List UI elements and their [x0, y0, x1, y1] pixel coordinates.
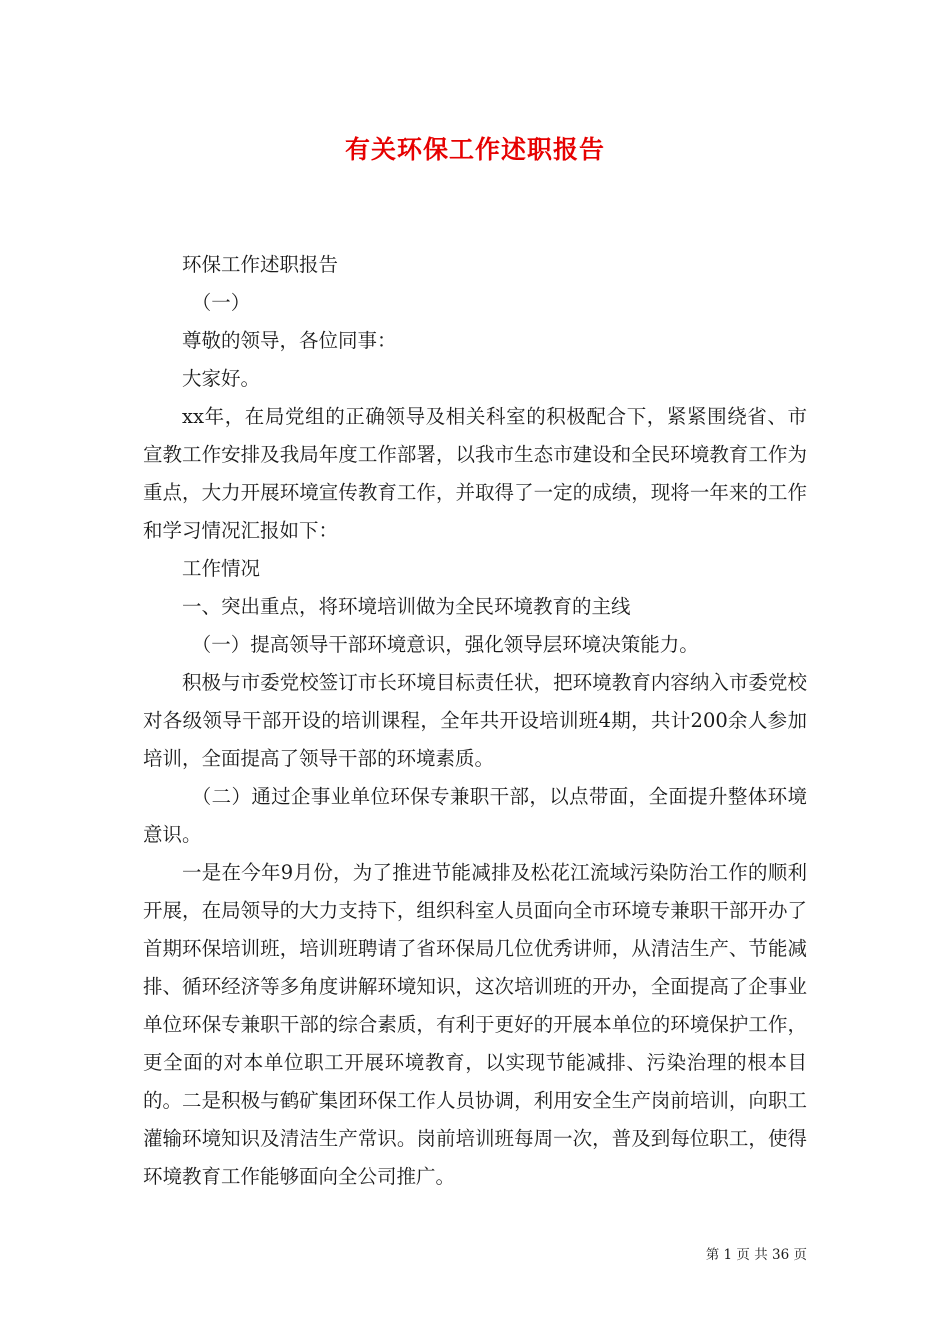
- paragraph-training: 一是在今年9月份，为了推进节能减排及松花江流域污染防治工作的顺利开展，在局领导的大力支持下，组织科室人员面向全市环境专兼职干部开办了首期环保培训班，培训班聘请了省环保局几位优秀讲师，从清洁生产、节能减排、循环经济等多角度讲解环境知识，这次培训班的开办，全面提高了企事业单位环保专兼职干部的综合素质，有利于更好的开展本单位的环境保护工作，更全面的对本单位职工开展环境教育，以实现节能减排、污染治理的根本目的。二是积极与鹤矿集团环保工作人员协调，利用安全生产岗前培训，向职工灌输环境知识及清洁生产常识。岗前培训班每周一次，普及到每位职工，使得环境教育工作能够面向全公司推广。: [143, 861, 807, 1188]
- document-title: 有关环保工作述职报告: [344, 135, 605, 164]
- paragraph-subheading-two: （二）通过企事业单位环保专兼职干部，以点带面，全面提升整体环境意识。: [143, 785, 807, 846]
- paragraph-heading-work: 工作情况: [182, 557, 261, 580]
- paragraph-heading-one: 一、突出重点，将环境培训做为全民环境教育的主线: [182, 595, 631, 618]
- paragraph-subtitle: 环保工作述职报告: [182, 253, 339, 276]
- page-number-footer: 第 1 页 共 36 页: [705, 1247, 807, 1263]
- paragraph-party-school: 积极与市委党校签订市长环境目标责任状，把环境教育内容纳入市委党校对各级领导干部开设的培训课程，全年共开设培训班4期，共计200余人参加培训，全面提高了领导干部的环境素质。: [143, 671, 807, 770]
- paragraph-greeting: 大家好。: [182, 367, 261, 390]
- paragraph-subheading-one: （一）提高领导干部环境意识，强化领导层环境决策能力。: [191, 633, 699, 656]
- paragraph-intro: xx年，在局党组的正确领导及相关科室的积极配合下，紧紧围绕省、市宣教工作安排及我局年度工作部署，以我市生态市建设和全民环境教育工作为重点，大力开展环境宣传教育工作，并取得了一定的成绩，现将一年来的工作和学习情况汇报如下：: [143, 405, 807, 542]
- document-body: [143, 246, 807, 1196]
- paragraph-section-number: （一）: [191, 291, 251, 314]
- paragraph-salutation: 尊敬的领导，各位同事：: [182, 329, 397, 352]
